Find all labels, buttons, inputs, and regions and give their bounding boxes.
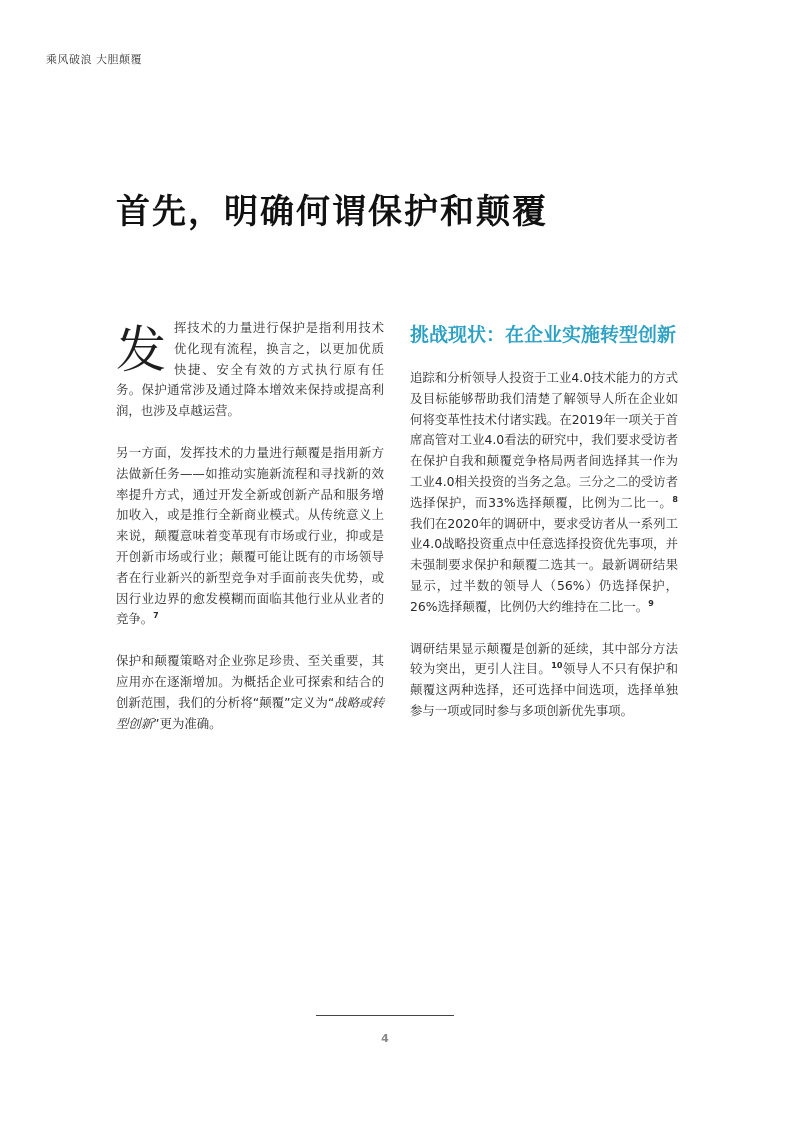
footnote-ref-10[interactable]: 10 (551, 661, 563, 671)
section-heading: 挑战现状：在企业实施转型创新 (410, 324, 677, 346)
intro-paragraph (116, 318, 384, 422)
running-header: 乘风破浪 大胆颠覆 (46, 53, 142, 66)
footnote-ref-9[interactable]: 9 (648, 598, 654, 608)
conclusion-text-start: 调研结果显示颠覆是创新的延续，其中部分方法较为突出，更引人注目。 (410, 640, 678, 677)
left-column (116, 318, 384, 755)
disruption-paragraph (116, 443, 384, 630)
survey-text-start: 追踪和分析领导人投资于工业4.0技术能力的方式及目标能够帮助我们清楚了解领导人所在企业如何将变革性技术付诸实践。在2019年一项关于首席高管对工业4.0看法的研究中，我们要求受访者在保护自我和颠覆竞争格局两者间选择其一作为工业4.0相关投资的当务之急。三分之二的受访者选择保护，而33%选择颠覆，比例为二比一。 (410, 370, 678, 510)
definition-paragraph (116, 651, 384, 734)
drop-cap: 发 (116, 321, 166, 379)
right-column (410, 318, 678, 743)
intro-text: 挥技术的力量进行保护是指利用技术优化现有流程，换言之，以更加优质快捷、安全有效的方式执行原有任务。保护通常涉及通过降本增效来保持或提高利润，也涉及卓越运营。 (116, 320, 384, 419)
page-number: 4 (381, 1032, 389, 1045)
conclusion-paragraph (410, 639, 678, 722)
definition-emphasis: 战略或转型创新 (116, 694, 384, 731)
page-title: 首先，明确何谓保护和颠覆 (116, 192, 548, 232)
definition-text-end: ”更为准确。 (153, 715, 222, 731)
survey-paragraph (410, 368, 678, 618)
definition-text-start: 保护和颠覆策略对企业弥足珍贵、至关重要，其应用亦在逐渐增加。为概括企业可探索和结合的创新范围，我们的分析将“颠覆”定义为“ (116, 653, 384, 710)
footnote-ref-8[interactable]: 8 (672, 494, 678, 504)
footer-divider (316, 1015, 454, 1016)
conclusion-text-end: 领导人不只有保护和颠覆这两种选择，还可选择中间选项，选择单独参与一项或同时参与多项创新优先事项。 (410, 661, 679, 718)
disruption-text: 另一方面，发挥技术的力量进行颠覆是指用新方法做新任务——如推动实施新流程和寻找新的效率提升方式，通过开发全新或创新产品和服务增加收入，或是推行全新商业模式。从传统意义上来说，颠覆意味着变革现有市场或行业，抑或是开创新市场或行业；颠覆可能让既有的市场领导者在行业新兴的新型竞争对手面前丧失优势，或因行业边界的愈发模糊而面临其他行业从业者的竞争。 (116, 444, 384, 627)
footnote-ref-7[interactable]: 7 (153, 611, 159, 621)
survey-text-end: 我们在2020年的调研中，要求受访者从一系列工业4.0战略投资重点中任意选择投资优先事项，并未强制要求保护和颠覆二选其一。最新调研结果显示，过半数的领导人（56%）仍选择保护，26%选择颠覆，比例仍大约维持在二比一。 (410, 515, 678, 614)
